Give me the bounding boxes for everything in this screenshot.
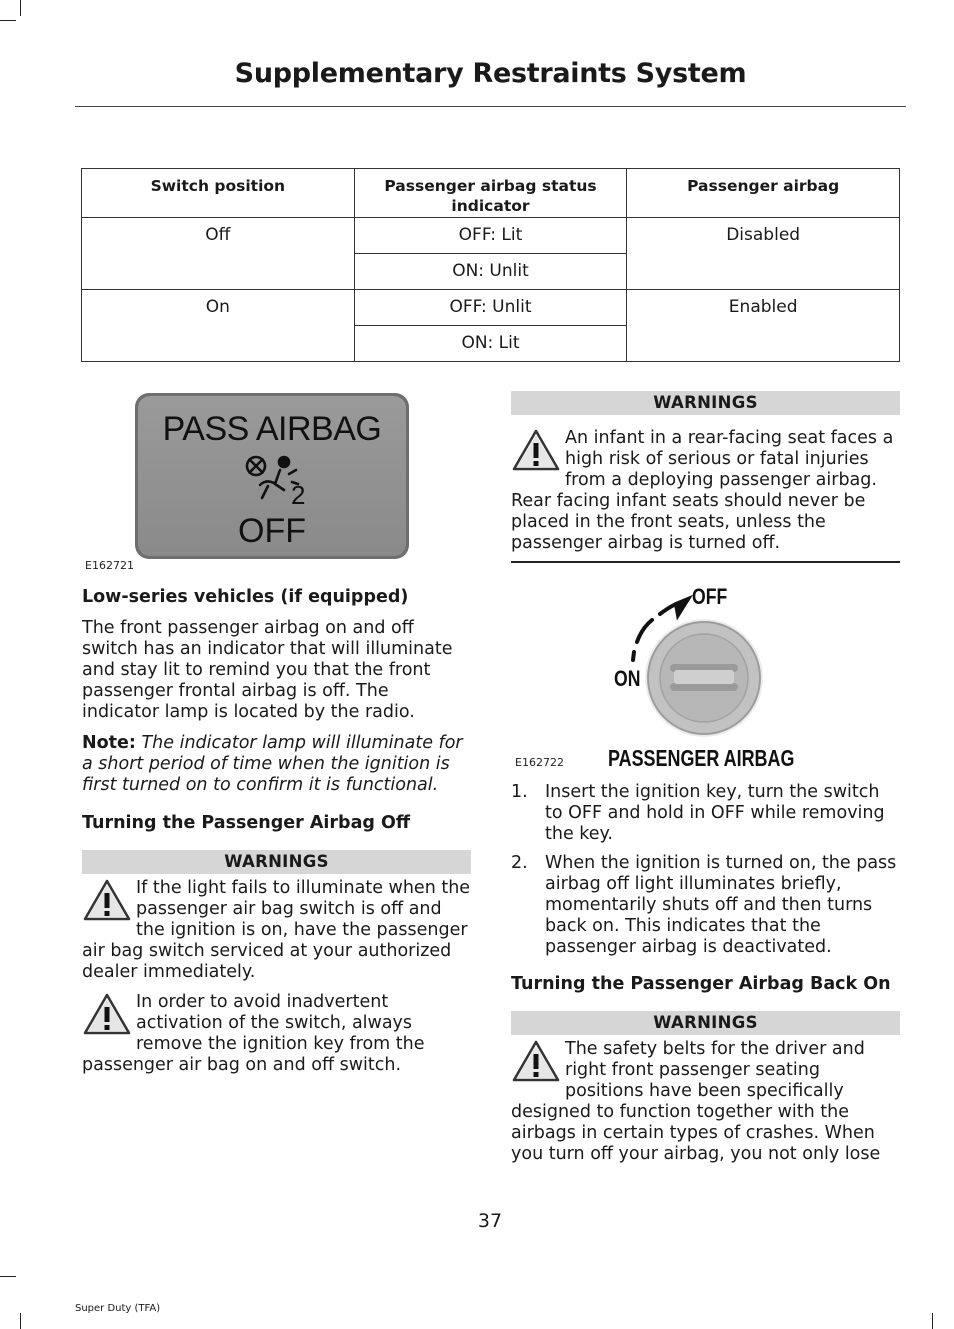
step-text: When the ignition is turned on, the pass airbag off light illuminates briefly, momentarily shuts off and then turns back on. This indicates that the passenger airbag is deactivated. [545,853,897,957]
table-cell: Enabled [627,290,900,362]
crop-mark [20,1313,21,1329]
warning-text: An infant in a rear-facing seat faces a high risk of serious or fatal injuries from a deploying passenger airbag. Rear facing infant seats should never be placed in the front seats, unless the passenger airbag is turned off. [511,428,894,553]
table-cell: OFF: Unlit [354,290,627,326]
table-cell: On [82,290,355,362]
section-heading-low-series: Low-series vehicles (if equipped) [82,587,409,607]
warning-triangle-icon [82,878,132,922]
page-number: 37 [477,1210,503,1232]
right-column-bottom [511,782,900,1165]
warning-triangle-icon [82,992,132,1036]
table-row [82,290,900,326]
switch-off-label: OFF [692,584,728,609]
crop-mark [932,1313,933,1329]
figure-caption-passenger-airbag: PASSENGER AIRBAG [608,745,795,771]
steps-list [511,782,900,958]
section-heading-airbag-off: Turning the Passenger Airbag Off [82,813,411,833]
right-column-top [511,391,900,554]
passenger-airbag-switch-figure [600,582,810,772]
table-header: Passenger airbag [627,169,900,218]
warning-paragraph [511,1039,900,1165]
step-number: 2. [511,853,528,873]
crop-mark [20,0,21,16]
crop-mark [0,1276,16,1277]
table-cell: OFF: Lit [354,218,627,254]
note-label: Note: [82,733,136,753]
footer-text: Super Duty (TFA) [75,1303,161,1314]
table-header: Passenger airbag status indicator [354,169,627,218]
indicator-digit: 2 [291,480,306,510]
warning-paragraph [82,992,471,1076]
warning-end-rule [511,561,900,563]
switch-on-label: ON [614,666,641,691]
figure-label: E162722 [515,756,564,769]
page-title: Supplementary Restraints System [234,58,747,89]
step-number: 1. [511,782,528,802]
switch-position-table [81,168,900,362]
indicator-text-pass-airbag: PASS AIRBAG [162,410,382,448]
warning-triangle-icon [511,1039,561,1083]
title-rule [75,106,906,107]
pass-airbag-indicator-figure [134,392,410,560]
step-text: Insert the ignition key, turn the switch to OFF and hold in OFF while removing the key. [545,782,885,844]
crop-mark [0,20,16,21]
table-header: Switch position [82,169,355,218]
table-cell: Off [82,218,355,290]
table-cell: ON: Unlit [354,254,627,290]
warnings-bar: WARNINGS [511,391,900,415]
table-row [82,218,900,254]
list-item [511,782,900,845]
indicator-text-off: OFF [238,512,306,550]
warning-text: The safety belts for the driver and right front passenger seating positions have been specifically designed to function together with the airbags in certain types of crashes. When you turn off your airbag, you not only lose [511,1039,881,1164]
left-column [82,587,471,1076]
warning-text: If the light fails to illuminate when the passenger air bag switch is off and the ignition is on, have the passenger air bag switch serviced at your authorized dealer immediately. [82,878,471,982]
table-cell: Disabled [627,218,900,290]
table-cell: ON: Lit [354,326,627,362]
table-header-row [82,169,900,218]
list-item [511,853,900,958]
figure-label: E162721 [85,559,134,572]
warnings-bar: WARNINGS [511,1011,900,1035]
warning-text: In order to avoid inadvertent activation of the switch, always remove the ignition key from the passenger air bag on and off switch. [82,992,425,1075]
warning-triangle-icon [511,428,561,472]
warning-paragraph [82,878,471,983]
warning-paragraph [511,428,900,554]
warnings-bar: WARNINGS [82,850,471,874]
body-paragraph: The front passenger airbag on and off switch has an indicator that will illuminate and stay lit to remind you that the front passenger frontal airbag is off. The indicator lamp is located by the radio. [82,618,453,722]
section-heading-airbag-back-on: Turning the Passenger Airbag Back On [511,974,891,994]
note-text: The indicator lamp will illuminate for a short period of time when the ignition is first turned on to confirm it is functional. [82,733,463,795]
note-paragraph [82,733,471,796]
